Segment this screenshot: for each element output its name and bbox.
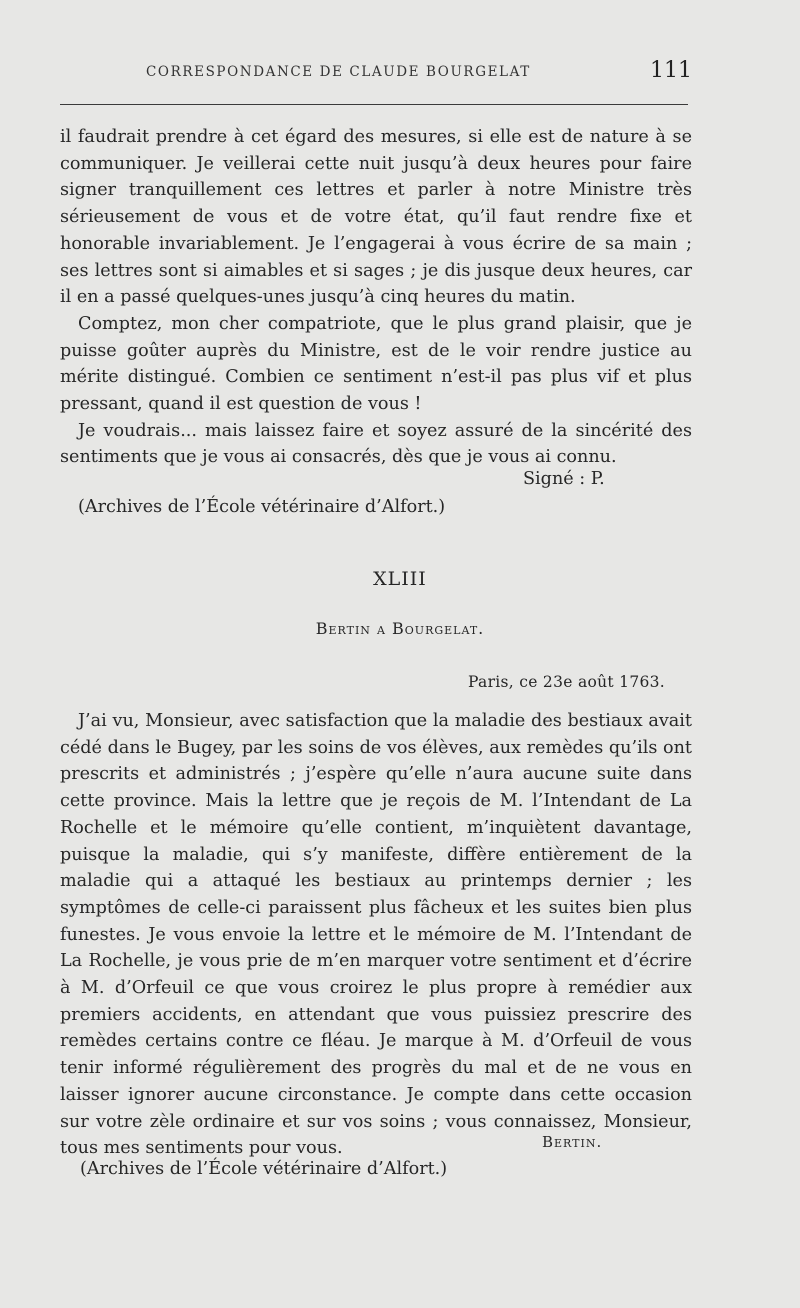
letter-1-paragraph-1: il faudrait prendre à cet égard des mesures, si elle est de nature à se communiquer. Je veillerai cette nuit jusqu’à deux heures pour faire signer tranquillement ces lettres et parler à notre Ministre très sérieusement de vous et de votre état, qu’il faut rendre fixe et honorable invariablement. Je l’engagerai à vous écrire de sa main ; ses lettres sont si aimables et si sages ; je dis jusque deux heures, car il en a passé quelques-unes jusqu’à cinq heures du matin.	[60, 127, 692, 308]
letter-2-dateline	[468, 673, 665, 691]
letter-2-source: (Archives de l’École vétérinaire d’Alfort.)	[80, 1159, 448, 1179]
letter-2-title: Bertin a Bourgelat.	[315, 619, 485, 638]
letter-1-signature: Signé : P.	[523, 469, 605, 489]
letter-2-signature: Bertin.	[542, 1133, 603, 1151]
letter-1-source: (Archives de l’École vétérinaire d’Alfort.)	[78, 497, 446, 517]
letter-2-paragraph: J’ai vu, Monsieur, avec satisfaction que la maladie des bestiaux avait cédé dans le Bugey, par les soins de vos élèves, aux remèdes qu’ils ont prescrits et administrés ; j’espère qu’elle n’aura aucune suite dans cette province. Mais la lettre que je reçois de M. l’Intendant de La Rochelle et le mémoire qu’elle contient, m’inquiètent davantage, puisque la maladie, qui s’y manifeste, diffère entièrement de la maladie qui a attaqué les bestiaux au printemps dernier ; les symptômes de celle-ci paraissent plus fâcheux et les suites bien plus funestes. Je vous envoie la lettre et le mémoire de M. l’Intendant de La Rochelle, je vous prie de m’en marquer votre sentiment et d’écrire à M. d’Orfeuil ce que vous croirez le plus propre à remédier aux premiers accidents, en attendant que vous puissiez prescrire des remèdes certains contre ce fléau. Je marque à M. d’Orfeuil de vous tenir informé régulièrement des progrès du mal et de ne vous en laisser ignorer aucune circonstance. Je compte dans cette occasion sur votre zèle ordinaire et sur vos soins ; vous connaissez, Monsieur, tous mes sentiments pour vous.	[60, 711, 692, 1159]
letter-2-body	[60, 708, 692, 1162]
page-header	[60, 58, 692, 92]
running-title: CORRESPONDANCE DE CLAUDE BOURGELAT	[146, 64, 531, 80]
letter-1-body	[60, 124, 692, 471]
letter-1-paragraph-2: Comptez, mon cher compatriote, que le plus grand plaisir, que je puisse goûter auprès du Ministre, est de le voir rendre justice au mérite distingué. Combien ce sentiment n’est-il pas plus vif et plus pressant, quand il est question de vous !	[60, 313, 692, 415]
letter-1-paragraph-3: Je voudrais... mais laissez faire et soyez assuré de la sincérité des sentiments que je vous ai consacrés, dès que je vous ai connu.	[60, 420, 692, 468]
page-number: 111	[650, 58, 692, 83]
header-rule	[60, 104, 688, 105]
letter-2-number: XLIII	[373, 568, 427, 590]
letter-2-dateline-text: Paris, ce 23e août 1763.	[468, 673, 666, 691]
